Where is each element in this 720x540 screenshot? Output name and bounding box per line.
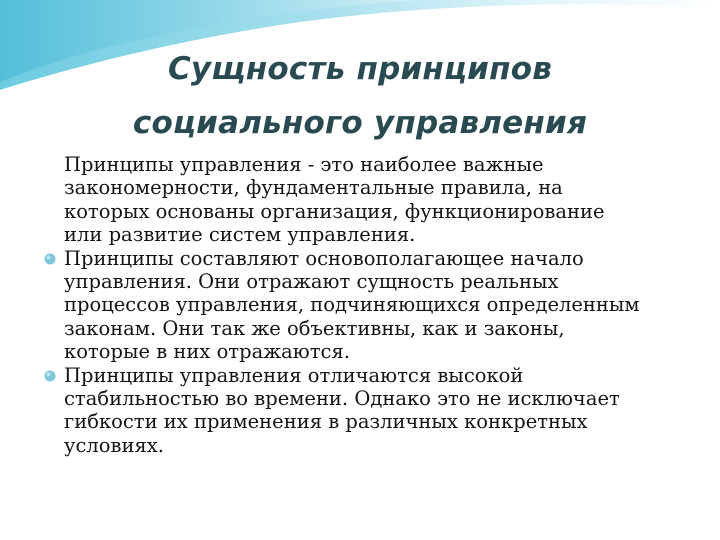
slide-title-line-2: социального управления <box>132 105 588 141</box>
text-line: Принципы управления - это наиболее важные <box>64 153 544 176</box>
text-line: управления. Они отражают сущность реальных <box>64 270 559 294</box>
slide-title <box>60 42 660 150</box>
text-line: законам. Они так же объективны, как и законы, <box>64 316 565 340</box>
slide-title-line-1: Сущность принципов <box>167 51 553 87</box>
text-line: закономерности, фундаментальные правила, на <box>64 176 563 200</box>
text-line: или развитие систем управления. <box>64 223 416 247</box>
text-line: которые в них отражаются. <box>64 340 350 364</box>
slide-body <box>64 153 704 457</box>
text-line: которых основаны организация, функционирование <box>64 199 605 223</box>
bullet-icon <box>44 253 56 265</box>
paragraph-2 <box>64 247 704 364</box>
text-line: стабильностью во времени. Однако это не исключает <box>64 387 620 411</box>
text-line: процессов управления, подчиняющихся определенным <box>64 293 640 317</box>
text-line: Принципы составляют основополагающее начало <box>64 246 584 270</box>
paragraph-1 <box>64 153 704 247</box>
text-line: условиях. <box>64 433 164 457</box>
text-line: Принципы управления отличаются высокой <box>64 363 524 387</box>
text-line: гибкости их применения в различных конкретных <box>64 410 588 434</box>
bullet-icon <box>44 370 56 382</box>
paragraph-3 <box>64 364 704 458</box>
